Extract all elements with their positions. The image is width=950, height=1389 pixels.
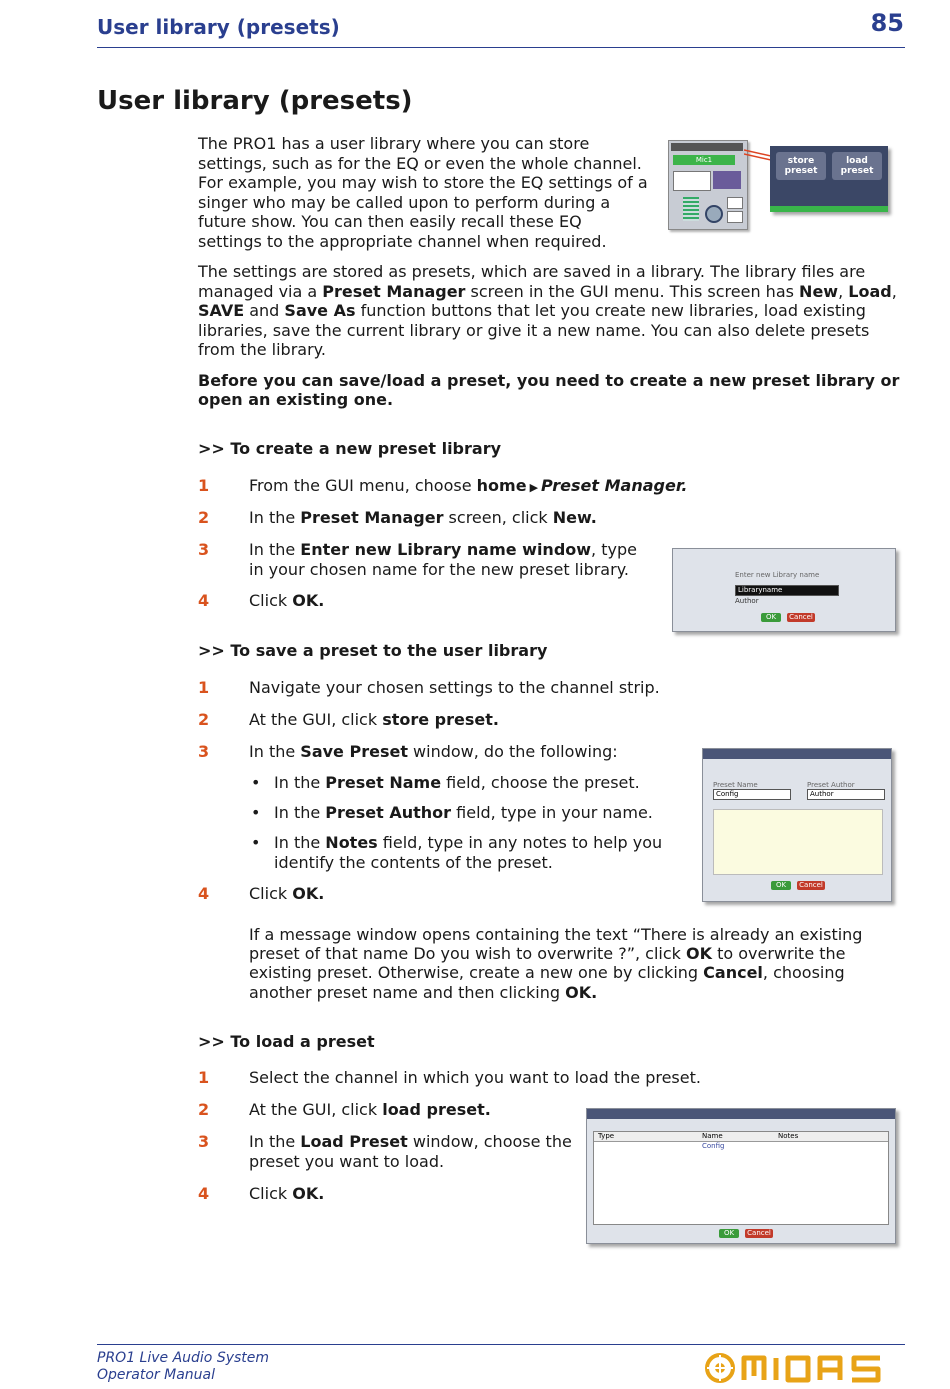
column-header-type: Type <box>598 1132 615 1140</box>
intro-line: For example, you may wish to store the EQ settings of a <box>198 173 648 192</box>
mic-label: Mic1 <box>673 155 735 165</box>
table-row[interactable]: Config <box>702 1142 725 1150</box>
ok-button[interactable]: OK <box>719 1229 739 1238</box>
step-text: In the Save Preset window, do the following: <box>249 742 618 761</box>
step-text: At the GUI, click load preset. <box>249 1100 491 1119</box>
step-text: At the GUI, click store preset. <box>249 710 499 729</box>
load-preset-screenshot <box>586 1108 896 1244</box>
preset-author-label: Preset Author <box>807 781 855 789</box>
intro-line: settings, such as for the EQ or even the whole channel. <box>198 154 642 173</box>
step-text: Navigate your chosen settings to the channel strip. <box>249 678 660 697</box>
column-header-name: Name <box>702 1132 723 1140</box>
footer-rule <box>97 1344 905 1345</box>
bullet-text: identify the contents of the preset. <box>274 853 553 872</box>
warning-line: open an existing one. <box>198 390 394 409</box>
step-text: Click OK. <box>249 884 325 903</box>
body-line: managed via a Preset Manager screen in the GUI menu. This screen has New, Load, <box>198 282 897 301</box>
column-header-notes: Notes <box>778 1132 799 1140</box>
ok-button[interactable]: OK <box>761 613 781 622</box>
ok-button[interactable]: OK <box>771 881 791 890</box>
intro-line: settings to the appropriate channel when required. <box>198 232 607 251</box>
step-number: 2 <box>198 710 210 729</box>
body-line: from the library. <box>198 340 326 359</box>
bullet: • <box>251 833 261 852</box>
procedure-heading: >> To load a preset <box>198 1032 375 1051</box>
load-preset-button[interactable]: load preset <box>832 152 882 180</box>
cancel-button[interactable]: Cancel <box>787 613 815 622</box>
step-number: 1 <box>198 1068 210 1087</box>
preset-buttons-zoom <box>770 146 888 212</box>
bullet: • <box>251 803 261 822</box>
step-text: Click OK. <box>249 591 325 610</box>
section-title: User library (presets) <box>97 86 413 116</box>
step-number: 3 <box>198 742 210 761</box>
preset-name-field[interactable]: Config <box>713 789 791 800</box>
body-line: existing preset. Otherwise, create a new one by clicking Cancel, choosing <box>249 963 845 982</box>
step-number: 1 <box>198 678 210 697</box>
bullet: • <box>251 773 261 792</box>
notes-field[interactable] <box>713 809 883 875</box>
menu-arrow-icon: ▶ <box>529 481 539 494</box>
step-number: 2 <box>198 508 210 527</box>
step-number: 3 <box>198 1132 210 1151</box>
step-text: in your chosen name for the new preset library. <box>249 560 629 579</box>
procedure-heading: >> To create a new preset library <box>198 439 502 458</box>
step-text: Click OK. <box>249 1184 325 1203</box>
step-text: From the GUI menu, choose home ▶ Preset Manager. <box>249 476 688 495</box>
step-number: 4 <box>198 884 210 903</box>
body-line: preset of that name Do you wish to overwrite ?”, click OK to overwrite the <box>249 944 846 963</box>
preset-table <box>593 1131 889 1225</box>
footer-product: PRO1 Live Audio System <box>97 1350 270 1366</box>
dialog-title: Enter new Library name <box>735 571 820 579</box>
step-text: Select the channel in which you want to load the preset. <box>249 1068 701 1087</box>
preset-author-field[interactable]: Author <box>807 789 885 800</box>
step-text: In the Preset Manager screen, click New. <box>249 508 597 527</box>
save-preset-screenshot <box>702 748 892 902</box>
step-number: 4 <box>198 591 210 610</box>
header-rule <box>97 47 905 48</box>
channel-strip-screenshot <box>668 140 748 230</box>
midas-logo <box>704 1352 904 1384</box>
bullet-text: In the Notes field, type in any notes to help you <box>274 833 663 852</box>
step-text: In the Enter new Library name window, type <box>249 540 637 559</box>
cancel-button[interactable]: Cancel <box>745 1229 773 1238</box>
body-line: SAVE and Save As function buttons that let you create new libraries, load existing <box>198 301 866 320</box>
step-number: 1 <box>198 476 210 495</box>
body-line: another preset name and then clicking OK. <box>249 983 598 1002</box>
footer-manual: Operator Manual <box>97 1367 215 1383</box>
library-name-field[interactable]: Libraryname <box>735 585 839 596</box>
bullet-text: In the Preset Name field, choose the preset. <box>274 773 640 792</box>
step-text: In the Load Preset window, choose the <box>249 1132 572 1151</box>
step-number: 2 <box>198 1100 210 1119</box>
body-line: libraries, save the current library or give it a new name. You can also delete presets <box>198 321 870 340</box>
preset-name-label: Preset Name <box>713 781 758 789</box>
intro-line: The PRO1 has a user library where you can store <box>198 134 590 153</box>
step-number: 4 <box>198 1184 210 1203</box>
body-line: If a message window opens containing the text “There is already an existing <box>249 925 863 944</box>
bullet-text: In the Preset Author field, type in your name. <box>274 803 653 822</box>
page-number: 85 <box>870 9 904 37</box>
step-text: preset you want to load. <box>249 1152 445 1171</box>
warning-line: Before you can save/load a preset, you need to create a new preset library or <box>198 371 900 390</box>
cancel-button[interactable]: Cancel <box>797 881 825 890</box>
running-header-title: User library (presets) <box>97 15 340 39</box>
procedure-heading: >> To save a preset to the user library <box>198 641 548 660</box>
store-preset-button[interactable]: store preset <box>776 152 826 180</box>
intro-line: singer who may be called upon to perform during a <box>198 193 611 212</box>
body-line: The settings are stored as presets, which are saved in a library. The library files are <box>198 262 866 281</box>
library-name-screenshot <box>672 548 896 632</box>
step-number: 3 <box>198 540 210 559</box>
author-label: Author <box>735 597 759 605</box>
intro-line: future show. You can then easily recall these EQ <box>198 212 582 231</box>
